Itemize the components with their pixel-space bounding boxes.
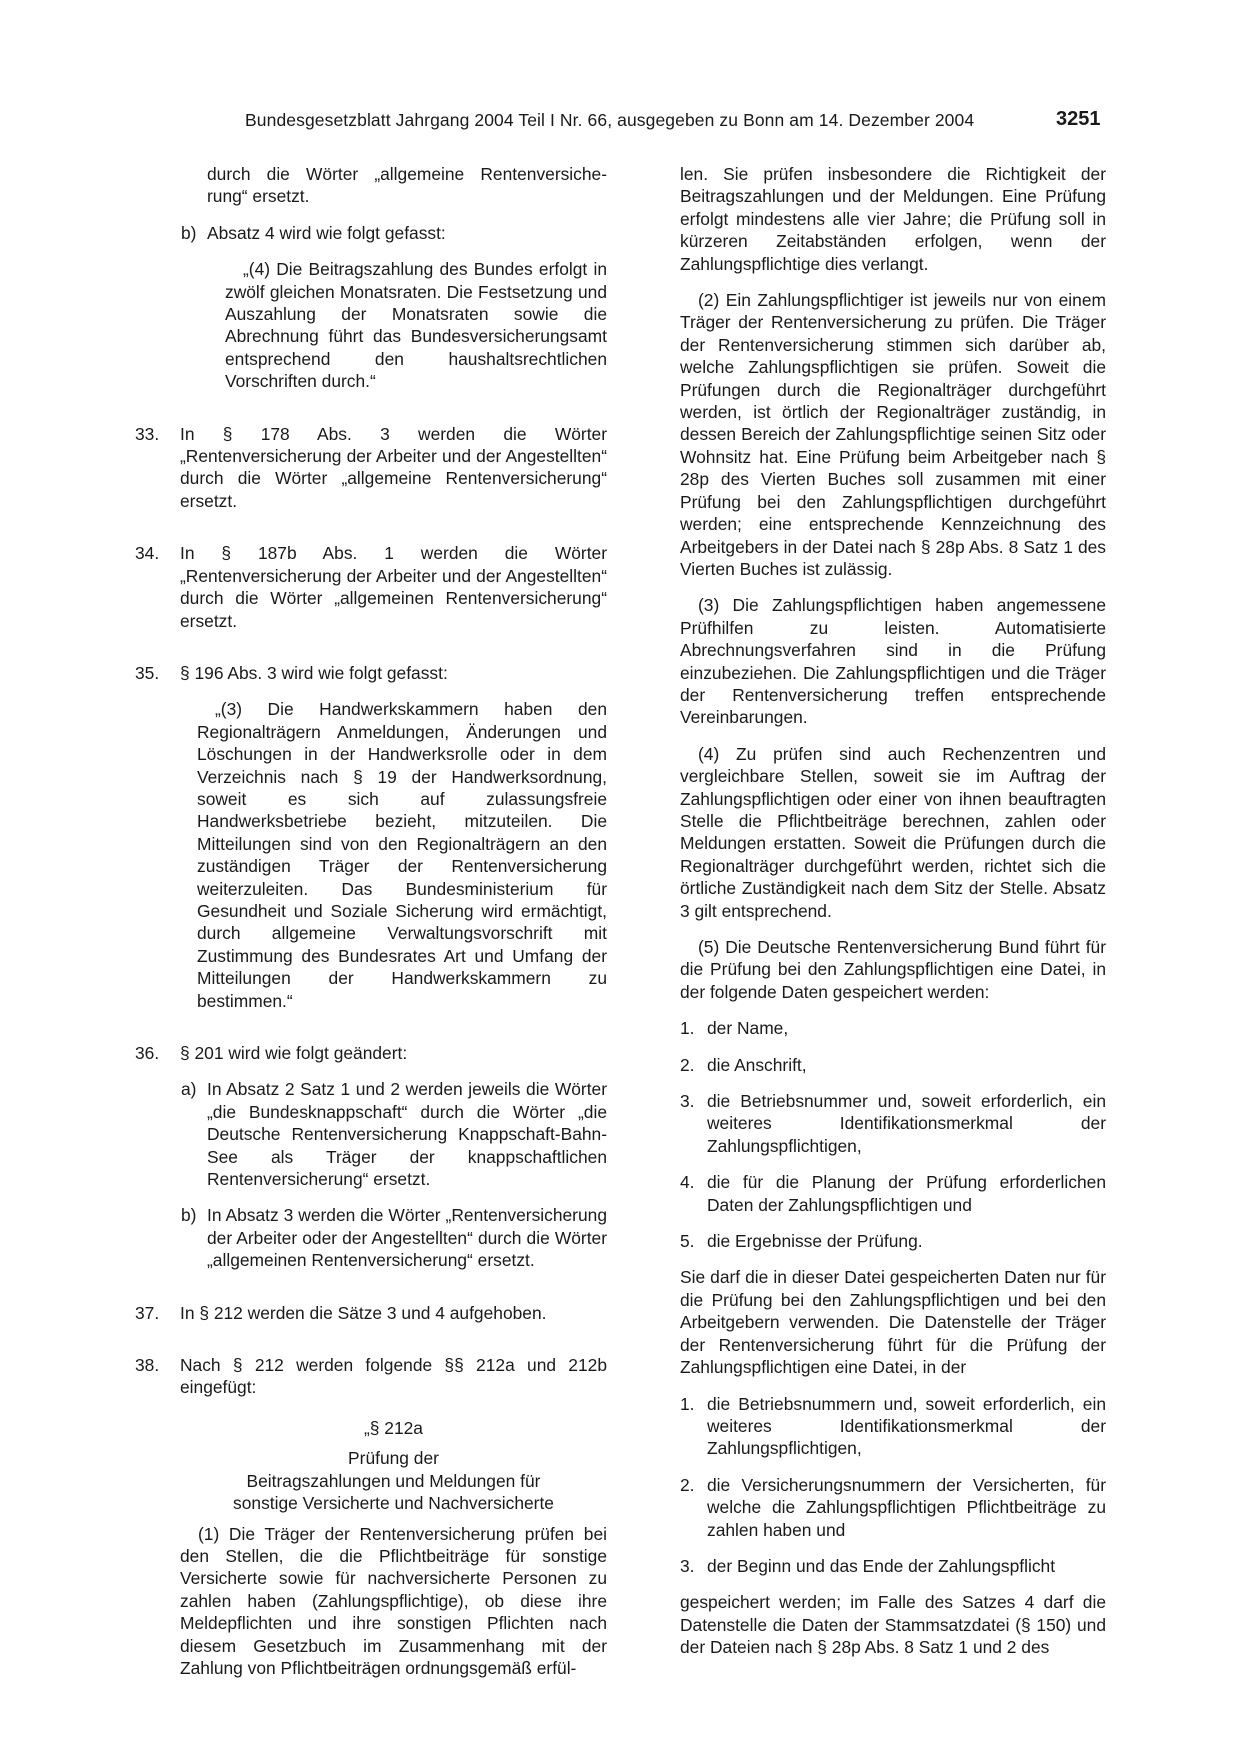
item-number: 36. (135, 1043, 160, 1063)
list-number: 5. (680, 1231, 695, 1252)
list-item (680, 1054, 1106, 1076)
list-text: der Beginn und das Ende der Zahlungspflicht (707, 1555, 1056, 1576)
continued-line: durch die Wörter „allgemeine Rentenversiche- (207, 164, 607, 184)
item-number: 38. (135, 1355, 160, 1376)
list-number: 3. (680, 1555, 695, 1576)
section-title-line: Prüfung der (348, 1448, 439, 1469)
sub-item-label: b) (181, 1205, 197, 1226)
item-text: In § 187b Abs. 1 werden die Wörter „Rentenversicherung der Arbeiter und der Angestellten“ durch die Wörter „allgemeinen Rentenversicherung“ ersetzt. (180, 543, 607, 631)
list-item (680, 1393, 1106, 1460)
section-number: „§ 212a (364, 1417, 423, 1438)
list-number: 1. (680, 1018, 695, 1039)
list-text: die Versicherungsnummern der Versicherten, für welche die Zahlungspflichtigen Pflichtbeiträge zu zahlen haben und (707, 1474, 1106, 1540)
item-text: § 196 Abs. 3 wird wie folgt gefasst: (180, 662, 448, 683)
paragraph-7: gespeichert werden; im Falle des Satzes 4 darf die Datenstelle die Daten der Stammsatzdatei (§ 150) und der Dateien nach § 28p Abs. 8 Satz 1 und 2 des (680, 1592, 1106, 1658)
section-heading (180, 1417, 607, 1515)
paragraph-continued: len. Sie prüfen insbesondere die Richtigkeit der Beitragszahlungen und der Meldungen. Eine Prüfung erfolgt mindestens alle vier Jahre; die Prüfung soll in kürzeren Zeitabständen erfolgen, wenn der Zahlungspflichtige dies verlangt. (680, 164, 1106, 274)
item-number: 37. (135, 1302, 160, 1323)
sub-item-text: In Absatz 2 Satz 1 und 2 werden jeweils die Wörter „die Bundesknappschaft“ durch die Wörter „die Deutsche Rentenversicherung Knappschaft-Bahn-See als Träger der knappschaftlichen Rentenversicherung“ ersetzt. (207, 1079, 607, 1190)
data-list-1 (680, 1017, 1106, 1252)
sub-item-text: Absatz 4 wird wie folgt gefasst: (207, 222, 446, 243)
amendment-item-34 (135, 542, 607, 632)
paragraph-5: (5) Die Deutsche Rentenversicherung Bund führt für die Prüfung bei den Zahlungspflichtigen eine Datei, in der folgende Daten gespeichert werden: (680, 937, 1106, 1002)
quoted-paragraph: „(4) Die Beitragszahlung des Bundes erfolgt in zwölf gleichen Monatsraten. Die Festsetzung und Auszahlung der Monatsraten sowie die Abrechnung führt das Bundesversicherungsamt entsprechend den haushaltsrechtlichen Vorschriften durch.“ (225, 259, 607, 392)
amendment-item-38 (135, 1354, 607, 1399)
list-item (680, 1230, 1106, 1252)
sub-item-label: a) (181, 1079, 197, 1100)
sub-item-b (181, 1204, 607, 1271)
amendment-item-36 (135, 1042, 607, 1064)
list-number: 4. (680, 1172, 695, 1193)
list-number: 3. (680, 1091, 695, 1112)
list-number: 1. (680, 1393, 695, 1414)
item-text: In § 212 werden die Sätze 3 und 4 aufgehoben. (180, 1302, 547, 1323)
sub-item-b (181, 222, 607, 244)
page-number: 3251 (1056, 108, 1101, 130)
paragraph-6: Sie darf die in dieser Datei gespeicherten Daten nur für die Prüfung bei den Zahlungspflichtigen und bei den Arbeitgebern verwenden. Die Datenstelle der Träger der Rentenversicherung führt für die Prüfung der Zahlungspflichtigen eine Datei, in der (680, 1267, 1106, 1378)
item-text: Nach § 212 werden folgende §§ 212a und 212b eingefügt: (180, 1355, 607, 1398)
running-header (0, 0, 1244, 140)
item-text: In § 178 Abs. 3 werden die Wörter „Rentenversicherung der Arbeiter und der Angestellten“ durch die Wörter „allgemeine Rentenversicherung“ ersetzt. (180, 423, 607, 511)
data-list-2 (680, 1393, 1106, 1578)
item-number: 34. (135, 543, 160, 564)
list-item (680, 1171, 1106, 1216)
sub-item-a (181, 1078, 607, 1190)
right-column (680, 163, 1106, 1659)
item-number: 35. (135, 662, 160, 683)
running-title: Bundesgesetzblatt Jahrgang 2004 Teil I Nr. 66, ausgegeben zu Bonn am 14. Dezember 2004 (245, 110, 975, 130)
continued-text (207, 163, 607, 208)
item-text: § 201 wird wie folgt geändert: (180, 1043, 408, 1063)
list-number: 2. (680, 1474, 695, 1495)
list-item (680, 1474, 1106, 1541)
list-number: 2. (680, 1054, 695, 1075)
paragraph-3: (3) Die Zahlungspflichtigen haben angemessene Prüfhilfen zu leisten. Automatisierte Abrechnungsverfahren sind in die Prüfung einzubeziehen. Die Zahlungspflichtigen und die Träger der Rentenversicherung treffen entsprechende Vereinbarungen. (680, 595, 1106, 728)
list-text: die für die Planung der Prüfung erforderlichen Daten der Zahlungspflichtigen und (707, 1172, 1106, 1215)
amendment-item-33 (135, 423, 607, 513)
amendment-item-35 (135, 662, 607, 684)
list-item (680, 1090, 1106, 1157)
quoted-paragraph: „(3) Die Handwerkskammern haben den Regionalträgern Anmeldungen, Änderungen und Löschungen in der Handwerksrolle oder in dem Verzeichnis nach § 19 der Handwerksordnung, soweit es sich auf zulassungsfreie Handwerksbetriebe bezieht, mitzuteilen. Die Mitteilungen sind von den Regionalträgern an den zuständigen Träger der Rentenversicherung weiterzuleiten. Das Bundesministerium für Gesundheit und Soziale Sicherung wird ermächtigt, durch allgemeine Verwaltungsvorschrift mit Zustimmung des Bundesrates Art und Umfang der Mitteilungen der Handwerkskammern zu bestimmen.“ (197, 699, 607, 1011)
section-paragraph-1: (1) Die Träger der Rentenversicherung prüfen bei den Stellen, die die Pflichtbeiträge für sonstige Versicherte sowie für nachversicherte Personen zu zahlen haben (Zahlungspflichtige), ob diese ihre Meldepflichten und ihre sonstigen Pflichten nach diesem Gesetzbuch im Zusammenhang mit der Zahlung von Pflichtbeiträgen ordnungsgemäß erfül- (180, 1523, 607, 1678)
left-column (135, 163, 607, 1679)
list-text: die Ergebnisse der Prüfung. (707, 1231, 923, 1252)
list-text: die Anschrift, (707, 1054, 807, 1075)
paragraph-4: (4) Zu prüfen sind auch Rechenzentren und vergleichbare Stellen, soweit sie im Auftrag der Zahlungspflichtigen oder einer von ihnen beauftragten Stelle die Pflichtbeiträge berechnen, zahlen oder Meldungen erstatten. Soweit die Prüfungen durch die Regionalträger durchgeführt werden, richtet sich die örtliche Zuständigkeit nach dem Sitz der Stelle. Absatz 3 gilt entsprechend. (680, 743, 1106, 921)
continued-line: rung“ ersetzt. (207, 186, 310, 207)
list-text: der Name, (707, 1018, 789, 1039)
list-text: die Betriebsnummer und, soweit erforderlich, ein weiteres Identifikationsmerkmal der Zahlungspflichtigen, (707, 1091, 1106, 1156)
sub-item-text: In Absatz 3 werden die Wörter „Rentenversicherung der Arbeiter oder der Angestellten“ durch die Wörter „allgemeinen Rentenversicherung“ ersetzt. (207, 1205, 607, 1271)
list-item (680, 1017, 1106, 1039)
paragraph-2: (2) Ein Zahlungspflichtiger ist jeweils nur von einem Träger der Rentenversicherung zu prüfen. Die Träger der Rentenversicherung stimmen sich darüber ab, welche Zahlungspflichtigen sie prüfen. Soweit die Prüfungen durch die Regionalträger durchgeführt werden, ist örtlich der Regionalträger zuständig, in dessen Bereich der Zahlungspflichtige seinen Sitz oder Wohnsitz hat. Eine Prüfung beim Arbeitgeber nach § 28p des Vierten Buches soll zusammen mit einer Prüfung bei den Zahlungspflichtigen durchgeführt werden; eine entsprechende Kennzeichnung des Arbeitgebers in der Datei nach § 28p Abs. 8 Satz 1 des Vierten Buches ist zulässig. (680, 290, 1106, 579)
list-text: die Betriebsnummern und, soweit erforderlich, ein weiteres Identifikationsmerkmal der Zahlungspflichtigen, (707, 1393, 1106, 1459)
list-item (680, 1555, 1106, 1577)
item-number: 33. (135, 423, 160, 444)
amendment-item-37 (135, 1302, 607, 1324)
section-title-line: Beitragszahlungen und Meldungen für (246, 1470, 541, 1491)
sub-item-label: b) (181, 222, 197, 243)
section-title-line: sonstige Versicherte und Nachversicherte (233, 1493, 554, 1514)
